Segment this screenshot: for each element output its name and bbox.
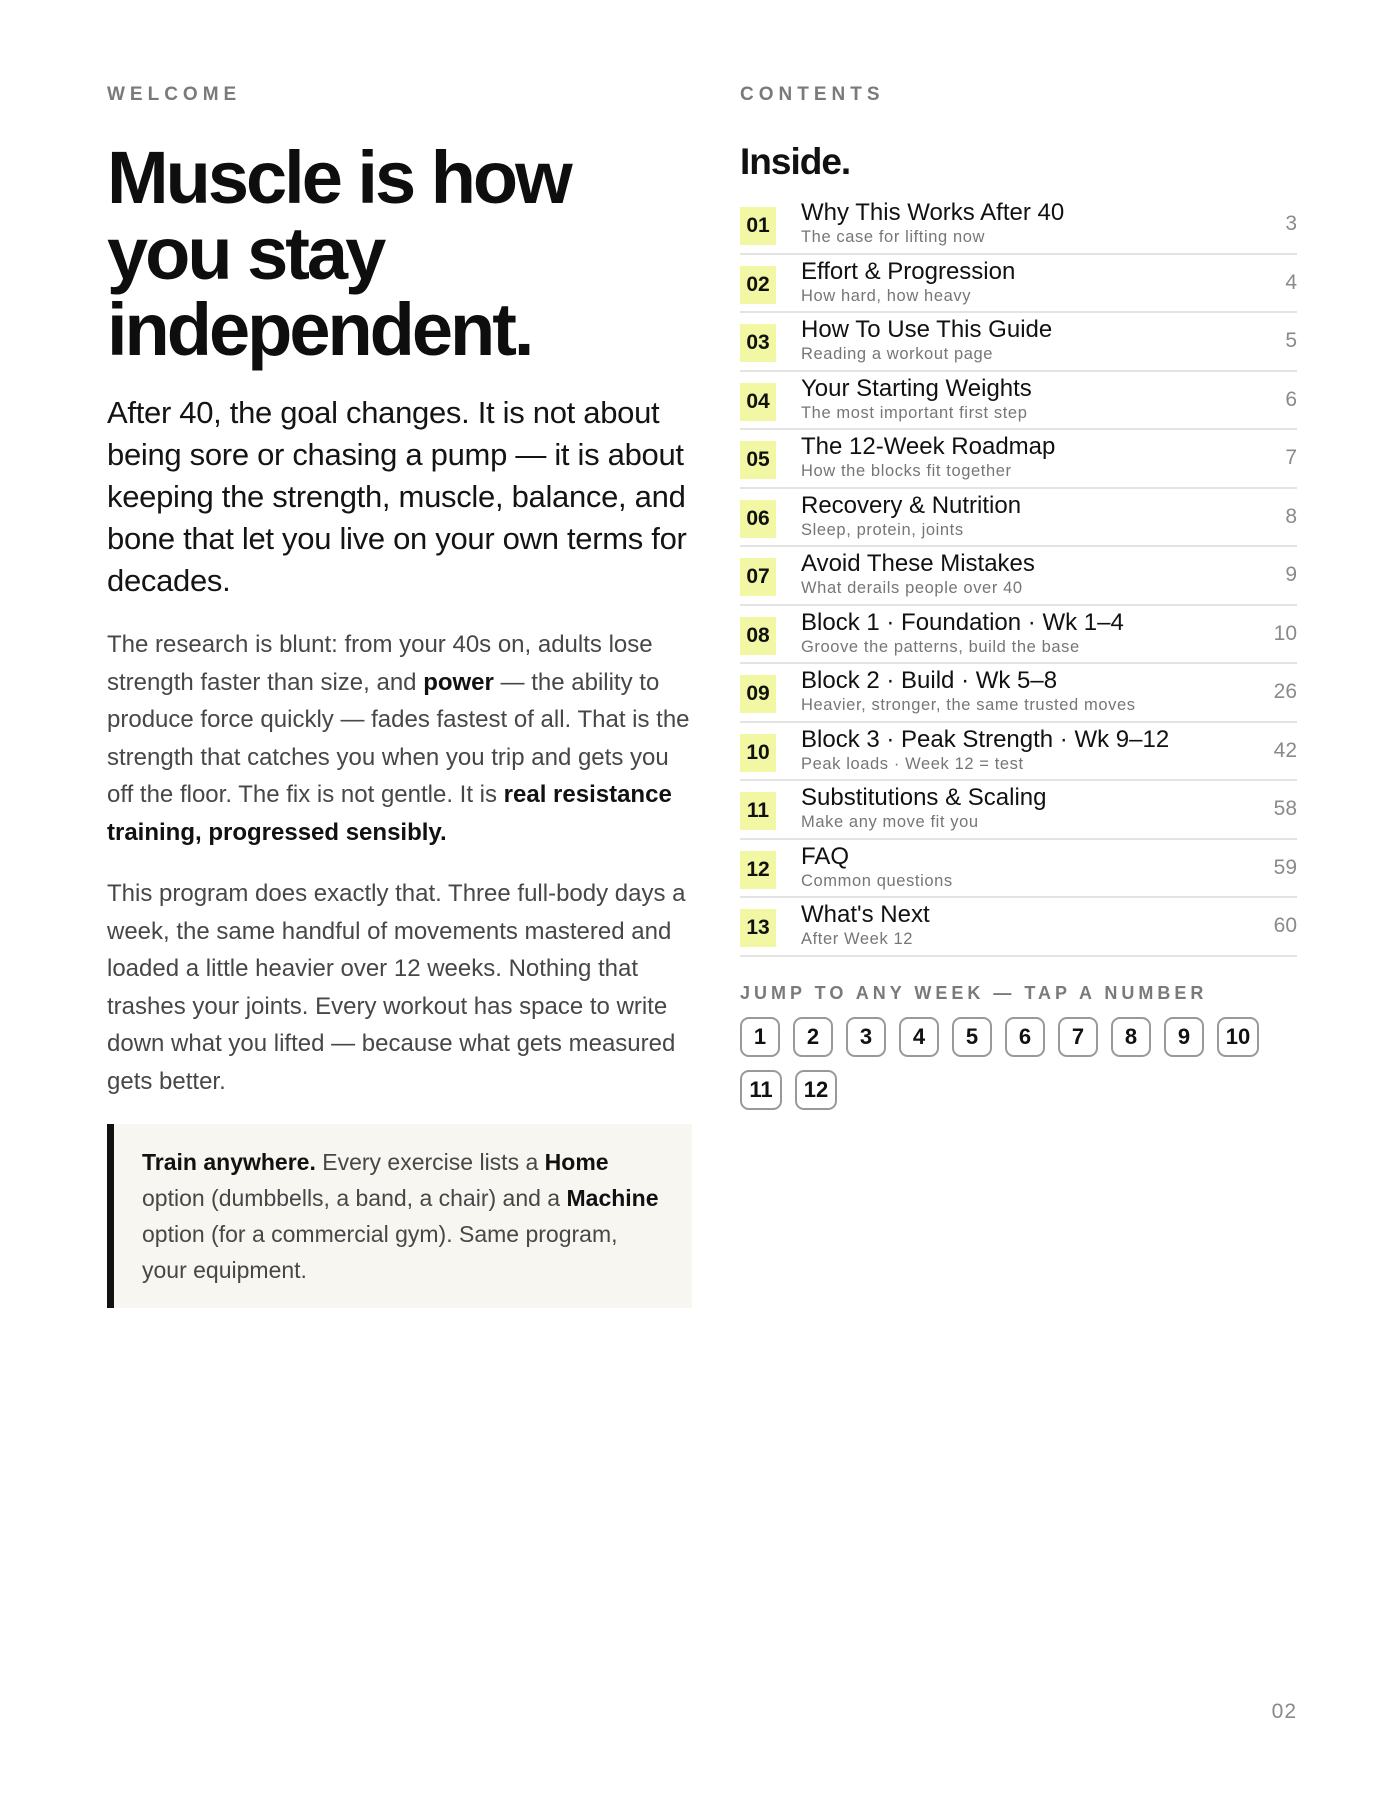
toc-item-subtitle: Make any move fit you [801, 813, 979, 831]
toc-item-number: 03 [740, 324, 776, 362]
toc-item[interactable] [740, 548, 1297, 606]
toc-item-number: 04 [740, 383, 776, 421]
toc-item-page: 60 [1273, 914, 1297, 937]
headline-line-3: independent. [107, 288, 532, 371]
toc-item-subtitle: What derails people over 40 [801, 579, 1023, 597]
toc-item[interactable] [740, 782, 1297, 840]
toc-item-title: Your Starting Weights [801, 374, 1032, 402]
week-button-3[interactable]: 3 [846, 1017, 886, 1057]
toc-item-number: 08 [740, 617, 776, 655]
headline-line-2: you stay [107, 212, 384, 295]
toc-item-page: 59 [1273, 855, 1297, 879]
week-button-12[interactable]: 12 [795, 1070, 837, 1110]
toc-item-page: 42 [1273, 738, 1297, 762]
toc-item[interactable] [740, 256, 1297, 314]
toc-item-page: 9 [1285, 563, 1297, 586]
week-button-1[interactable]: 1 [740, 1017, 780, 1057]
toc-item[interactable] [740, 373, 1297, 431]
toc-item-number: 11 [740, 792, 776, 830]
toc-item-title: How To Use This Guide [801, 316, 1053, 343]
headline-line-1: Muscle is how [107, 136, 570, 219]
contents-column [740, 82, 1297, 1123]
toc-item-title: Why This Works After 40 [801, 199, 1065, 226]
body1-bold-real-training: real resistance training, progressed sensibly. [107, 781, 672, 846]
body1-text-2: — the ability to produce force quickly — fades fastest of all. That is the strength that catches you when you trip and gets you off the floor. The fix is not gentle. It is [107, 668, 690, 808]
jump-to-week-label: JUMP TO ANY WEEK — TAP A NUMBER [740, 982, 1208, 1003]
toc-item-number: 05 [740, 441, 776, 479]
toc-item-number: 02 [740, 266, 776, 304]
toc-item-subtitle: Groove the patterns, build the base [801, 637, 1080, 656]
toc-item[interactable] [740, 197, 1297, 255]
toc-item-subtitle: After Week 12 [801, 930, 914, 948]
callout-text-1: Every exercise lists a [315, 1149, 545, 1175]
week-jump-buttons [740, 1017, 1280, 1123]
toc-item[interactable] [740, 841, 1297, 899]
week-button-4[interactable]: 4 [899, 1017, 939, 1057]
page-number: 02 [1271, 1700, 1297, 1723]
toc-item-title: Block 2 · Build · Wk 5–8 [801, 667, 1058, 694]
toc-item[interactable] [740, 899, 1297, 957]
toc-item-number: 12 [740, 851, 776, 889]
toc-item-page: 26 [1273, 680, 1297, 703]
toc-item-number: 01 [740, 207, 776, 245]
toc-item-number: 09 [740, 675, 776, 713]
week-button-2[interactable]: 2 [793, 1017, 833, 1057]
week-button-5[interactable]: 5 [952, 1017, 992, 1057]
week-button-9[interactable]: 9 [1164, 1017, 1204, 1057]
contents-eyebrow: CONTENTS [740, 84, 885, 105]
toc-item-number: 06 [740, 500, 776, 538]
body-paragraph-2: This program does exactly that. Three full-body days a week, the same handful of movements mastered and loaded a little heavier over 12 weeks. Nothing that trashes your joints. Every workout has space to write down what you lifted — because what gets measured gets better. [107, 880, 686, 1095]
toc-item-page: 8 [1285, 504, 1297, 528]
toc-item-page: 6 [1285, 387, 1297, 411]
toc-item-title: FAQ [801, 842, 850, 870]
toc-item[interactable] [740, 314, 1297, 372]
week-button-8[interactable]: 8 [1111, 1017, 1151, 1057]
toc-item[interactable] [740, 607, 1297, 665]
toc-item-subtitle: Reading a workout page [801, 345, 994, 363]
toc-item-title: Effort & Progression [801, 257, 1016, 285]
callout-text-3: option (for a commercial gym). Same program, your equipment. [142, 1221, 618, 1283]
toc-item-title: Block 3 · Peak Strength · Wk 9–12 [801, 725, 1170, 753]
toc-item-page: 58 [1273, 797, 1297, 820]
body1-bold-power: power [423, 668, 494, 696]
toc-item-title: The 12-Week Roadmap [801, 433, 1056, 460]
toc-item[interactable] [740, 724, 1297, 782]
toc-item-subtitle: Heavier, stronger, the same trusted moves [801, 696, 1136, 714]
week-button-7[interactable]: 7 [1058, 1017, 1098, 1057]
toc-item-page: 10 [1273, 621, 1297, 645]
week-button-10[interactable]: 10 [1217, 1017, 1259, 1057]
toc-item-number: 13 [740, 909, 776, 947]
toc-item-page: 5 [1285, 329, 1297, 352]
toc-item-subtitle: The most important first step [801, 403, 1028, 422]
welcome-eyebrow: WELCOME [107, 84, 242, 105]
body1-text-1: The research is blunt: from your 40s on, adults lose strength faster than size, and [107, 631, 653, 696]
callout-bold-home: Home [544, 1149, 609, 1175]
toc-item-page: 3 [1285, 212, 1297, 235]
toc-item-title: Substitutions & Scaling [801, 784, 1047, 811]
contents-title: Inside. [740, 141, 851, 182]
toc-item-number: 07 [740, 558, 776, 596]
toc-item-subtitle: Sleep, protein, joints [801, 520, 964, 539]
lead-paragraph: After 40, the goal changes. It is not about being sore or chasing a pump — it is about keeping the strength, muscle, balance, and bone that let you live on your own terms for decades. [107, 395, 687, 598]
toc-item-title: Avoid These Mistakes [801, 550, 1035, 577]
week-button-6[interactable]: 6 [1005, 1017, 1045, 1057]
toc-item[interactable] [740, 665, 1297, 723]
toc-item-page: 7 [1285, 446, 1297, 469]
train-anywhere-callout [107, 1124, 692, 1308]
toc-item-subtitle: Peak loads · Week 12 = test [801, 754, 1024, 773]
toc-item-title: Block 1 · Foundation · Wk 1–4 [801, 608, 1124, 636]
toc-item-subtitle: How hard, how heavy [801, 286, 972, 305]
callout-bold-machine: Machine [566, 1185, 659, 1211]
toc-item-title: Recovery & Nutrition [801, 491, 1022, 519]
toc-item-subtitle: The case for lifting now [801, 228, 986, 246]
toc-item-page: 4 [1285, 270, 1297, 294]
toc-item-title: What's Next [801, 901, 930, 928]
toc-item[interactable] [740, 431, 1297, 489]
toc-item-subtitle: How the blocks fit together [801, 462, 1012, 480]
toc-item[interactable] [740, 490, 1297, 548]
callout-text-2: option (dumbbells, a band, a chair) and a [142, 1185, 567, 1211]
body-paragraph-1 [107, 626, 692, 851]
table-of-contents [740, 197, 1297, 957]
week-button-11[interactable]: 11 [740, 1070, 782, 1110]
toc-item-subtitle: Common questions [801, 871, 953, 890]
toc-item-number: 10 [740, 734, 776, 772]
callout-bold-1: Train anywhere. [142, 1149, 316, 1175]
page-title [107, 136, 692, 371]
welcome-column [107, 82, 692, 1308]
